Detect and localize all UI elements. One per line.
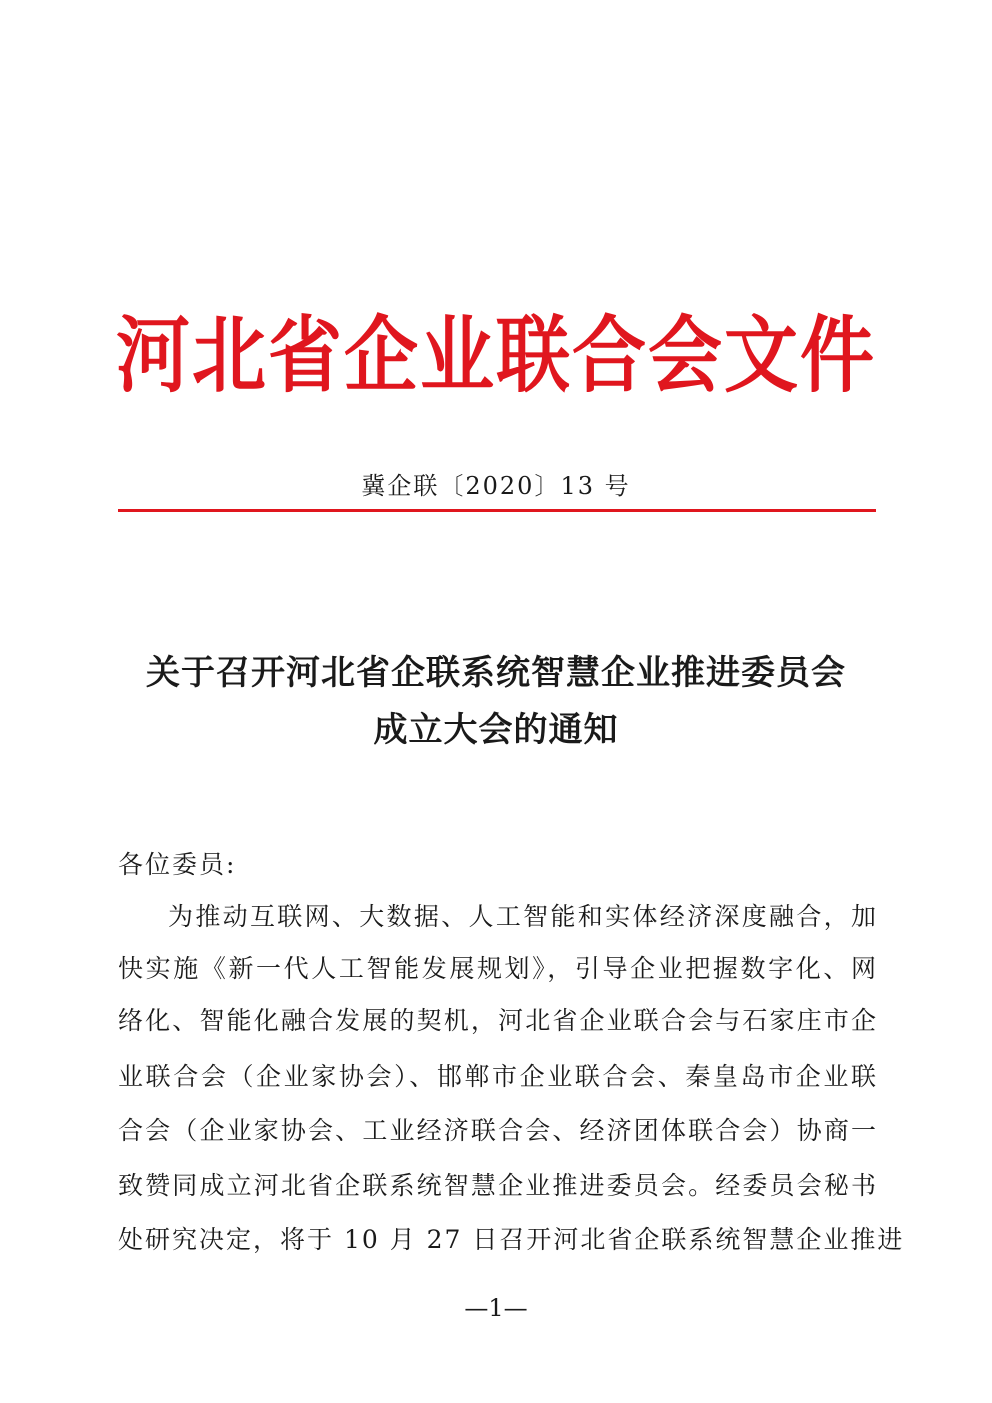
notice-title-line-2: 成立大会的通知 bbox=[373, 710, 619, 750]
masthead-title: 河北省企业联合会文件 bbox=[116, 307, 876, 405]
body-paragraph-line: 为推动互联网、大数据、人工智能和实体经济深度融合，加 bbox=[168, 902, 876, 931]
red-separator-line bbox=[118, 509, 876, 512]
page-number: —1— bbox=[464, 1294, 528, 1322]
salutation: 各位委员: bbox=[118, 850, 237, 879]
document-number: 冀企联〔2020〕13 号 bbox=[361, 472, 631, 500]
body-paragraph-line: 业联合会（企业家协会）、邯郸市企业联合会、秦皇岛市企业联 bbox=[118, 1062, 876, 1091]
body-paragraph-line: 快实施《新一代人工智能发展规划》，引导企业把握数字化、网 bbox=[118, 954, 876, 983]
body-paragraph-line: 合会（企业家协会、工业经济联合会、经济团体联合会）协商一 bbox=[118, 1116, 876, 1145]
notice-title-line-1: 关于召开河北省企联系统智慧企业推进委员会 bbox=[146, 653, 846, 693]
body-paragraph-line: 处研究决定，将于 10 月 27 日召开河北省企联系统智慧企业推进 bbox=[118, 1225, 905, 1254]
body-paragraph-line: 络化、智能化融合发展的契机，河北省企业联合会与石家庄市企 bbox=[118, 1006, 876, 1035]
body-paragraph-line: 致赞同成立河北省企联系统智慧企业推进委员会。经委员会秘书 bbox=[118, 1171, 876, 1200]
